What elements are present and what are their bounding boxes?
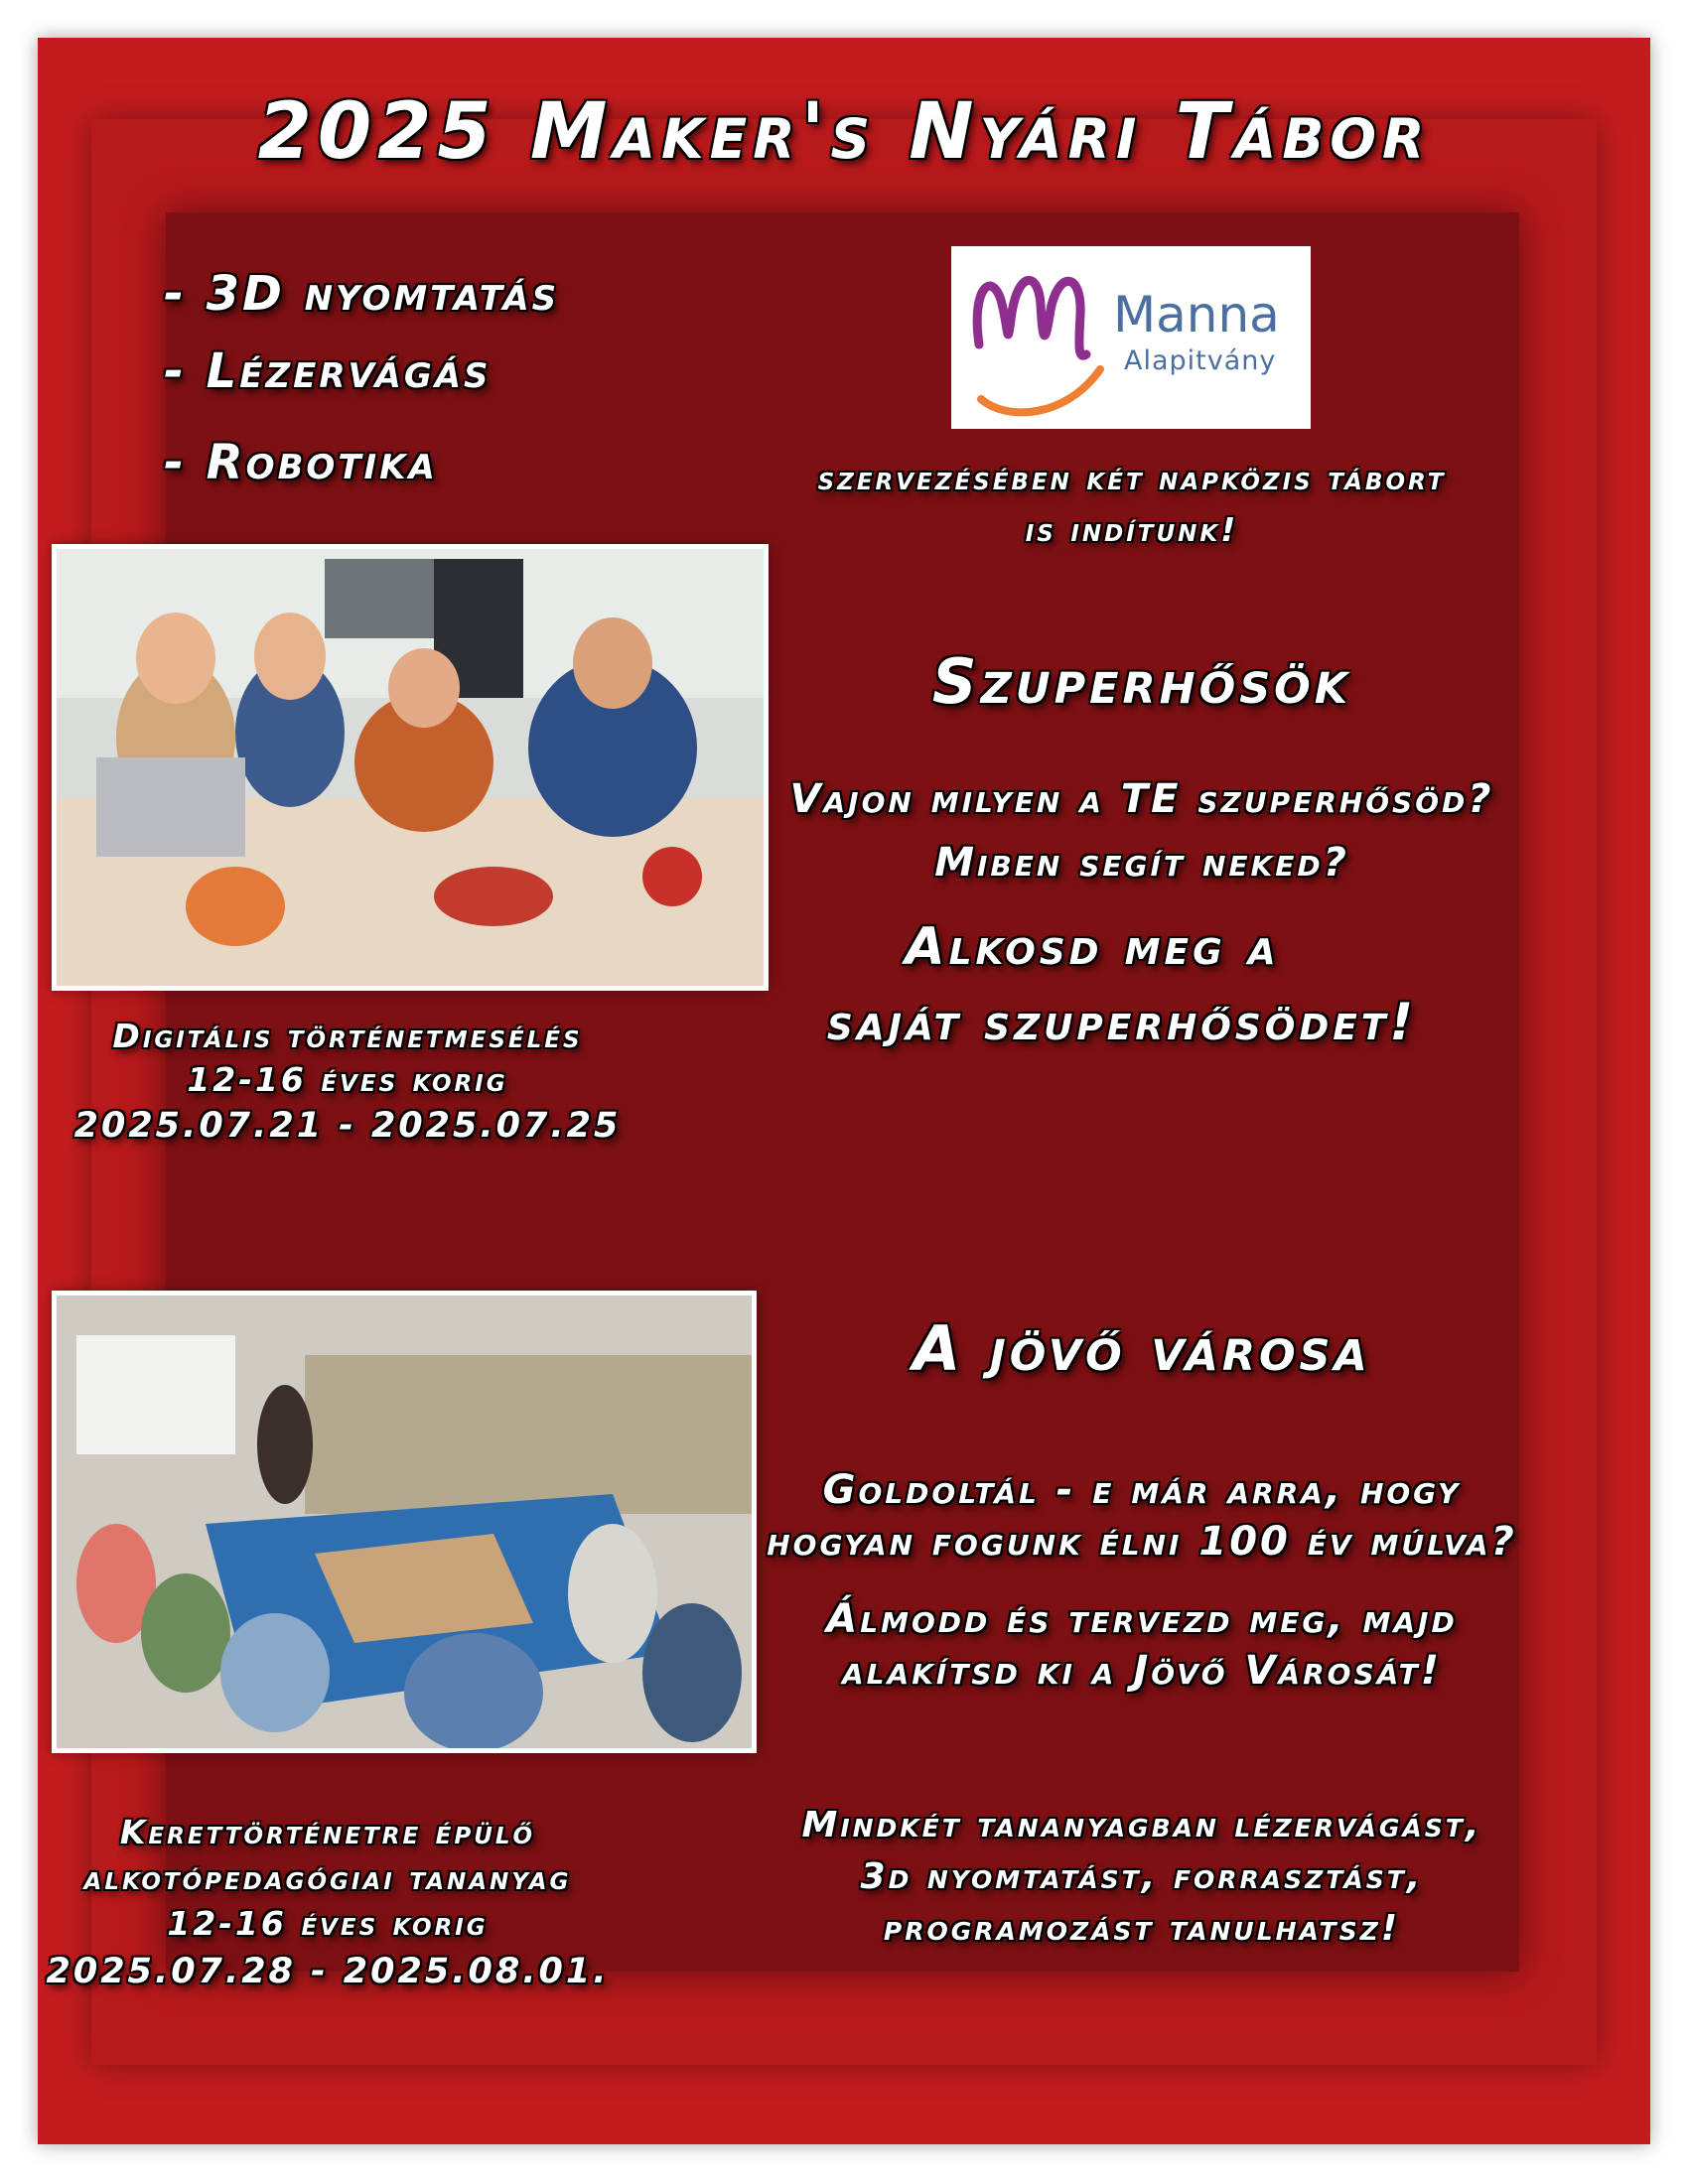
camp1-cta-1: Alkosd meg a [905,917,1280,977]
camp2-cta-2: alakítsd ki a Jövő Városát! [842,1648,1442,1694]
footer-line-1: Mindkét tananyagban lézervágást, [801,1805,1482,1845]
camp1-age: 12-16 éves korig [187,1060,508,1099]
topic-3d-printing: - 3D nyomtatás [164,266,560,322]
camp2-dates: 2025.07.28 - 2025.08.01. [46,1952,610,1991]
topic-robotics: - Robotika [164,435,438,490]
footer-line-2: 3d nyomtatást, forrasztást, [860,1856,1424,1897]
camp1-question-2: Miben segít neked? [934,840,1349,886]
intro-line-1: szervezésében két napközis tábort [817,459,1447,497]
photo-city-workshop [52,1291,757,1753]
poster-title: 2025 Maker's Nyári Tábor [257,87,1431,177]
photo-kids-robotics [52,544,769,991]
camp1-dates: 2025.07.21 - 2025.07.25 [73,1106,622,1146]
camp1-title: Szuperhősök [931,645,1352,718]
logo-name: Manna [1113,286,1280,343]
topic-laser-cutting: - Lézervágás [164,343,492,399]
camp2-question-1: Goldoltál - e már arra, hogy [822,1467,1462,1513]
camp1-description: Digitális történetmesélés [112,1017,583,1055]
manna-logo [951,246,1311,429]
logo-subtitle: Alapitvány [1124,345,1277,376]
camp2-cta-1: Álmodd és tervezd meg, majd [826,1596,1458,1642]
camp2-question-2: hogyan fogunk élni 100 év múlva? [767,1519,1517,1565]
camp2-description-2: alkotópedagógiai tananyag [83,1858,572,1897]
intro-line-2: is indítunk! [1025,510,1239,549]
manna-logo-icon [961,250,1110,419]
camp2-title: A jövő városa [913,1312,1371,1385]
camp1-cta-2: saját szuperhősödet! [826,993,1418,1052]
camp2-description-1: Kerettörténetre épülő [119,1813,536,1851]
camp2-age: 12-16 éves korig [167,1904,489,1943]
footer-line-3: programozást tanulhatsz! [883,1908,1401,1949]
camp1-question-1: Vajon milyen a TE szuperhősöd? [789,776,1494,822]
